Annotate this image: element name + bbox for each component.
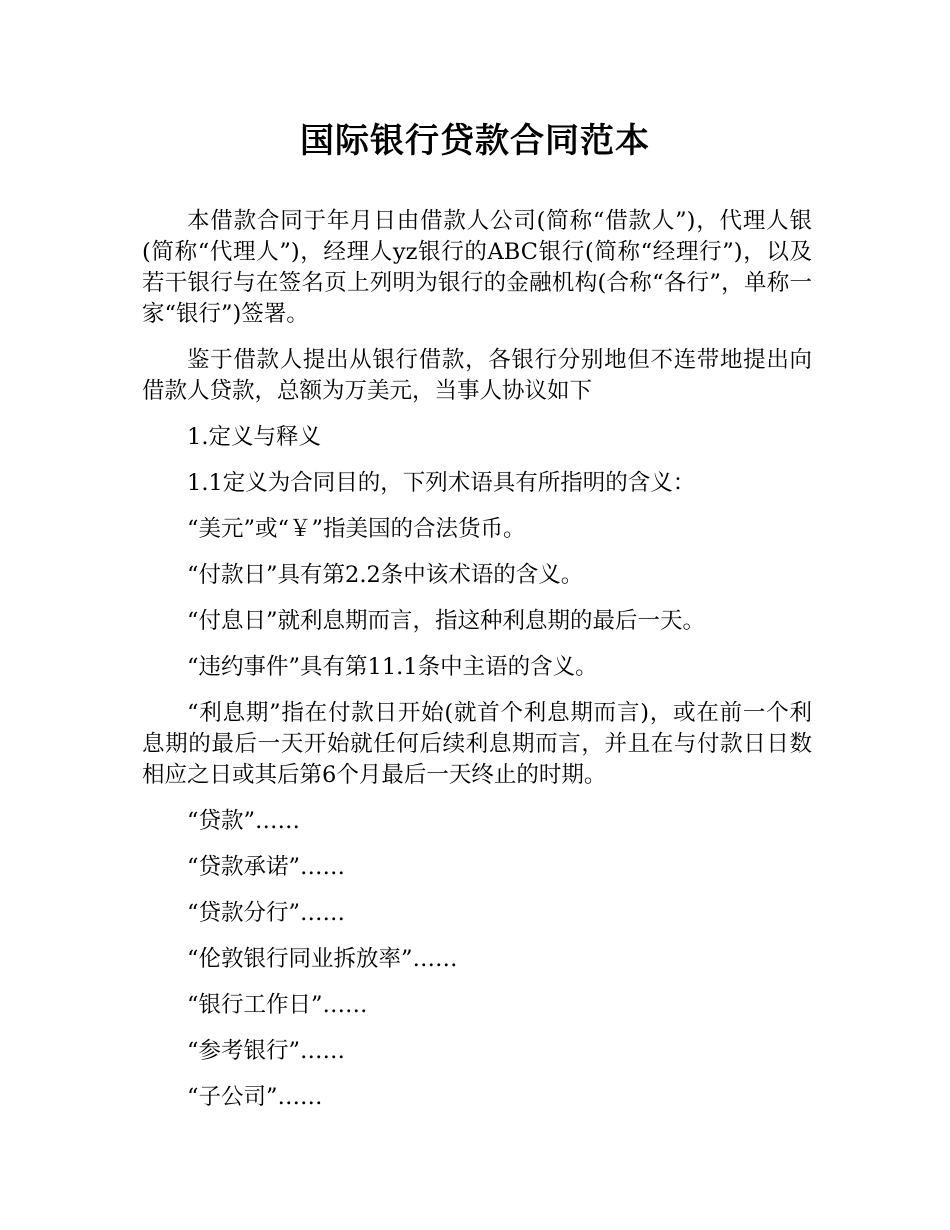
definition-libor: “伦敦银行同业拆放率”…… bbox=[187, 946, 458, 972]
definition-lending-office: “贷款分行”…… bbox=[187, 900, 346, 926]
definition-dollar: “美元”或“￥”指美国的合法货币。 bbox=[187, 516, 526, 542]
definition-subsidiary: “子公司”…… bbox=[187, 1084, 323, 1110]
document-title: 国际银行贷款合同范本 bbox=[300, 121, 650, 161]
paragraph-recital: 鉴于借款人提出从银行借款，各银行分别地但不连带地提出向借款人贷款，总额为万美元，当事人协议如下 bbox=[142, 347, 812, 404]
definition-payment-date: “付款日”具有第2.2条中该术语的含义。 bbox=[187, 562, 584, 588]
section-heading-definitions: 1.定义与释义 bbox=[187, 424, 321, 450]
definition-interest-payment-date: “付息日”就利息期而言，指这种利息期的最后一天。 bbox=[187, 608, 706, 634]
clause-1-1: 1.1定义为合同目的，下列术语具有所指明的含义： bbox=[187, 470, 696, 496]
definition-loan: “贷款”…… bbox=[187, 808, 301, 834]
paragraph-preamble: 本借款合同于年月日由借款人公司(简称“借款人”)，代理人银(简称“代理人”)，经理人yz银行的ABC银行(简称“经理行”)，以及若干银行与在签名页上列明为银行的金融机构(合称“各行”，单称一家“银行”)签署。 bbox=[142, 208, 812, 327]
definition-loan-commitment: “贷款承诺”…… bbox=[187, 854, 346, 880]
document-body bbox=[142, 206, 812, 1128]
definition-interest-period: “利息期”指在付款日开始(就首个利息期而言)，或在前一个利息期的最后一天开始就任何后续利息期而言，并且在与付款日日数相应之日或其后第6个月最后一天终止的时期。 bbox=[142, 700, 812, 788]
definition-reference-banks: “参考银行”…… bbox=[187, 1038, 346, 1064]
definition-banking-day: “银行工作日”…… bbox=[187, 992, 368, 1018]
definition-event-of-default: “违约事件”具有第11.1条中主语的含义。 bbox=[187, 654, 598, 680]
